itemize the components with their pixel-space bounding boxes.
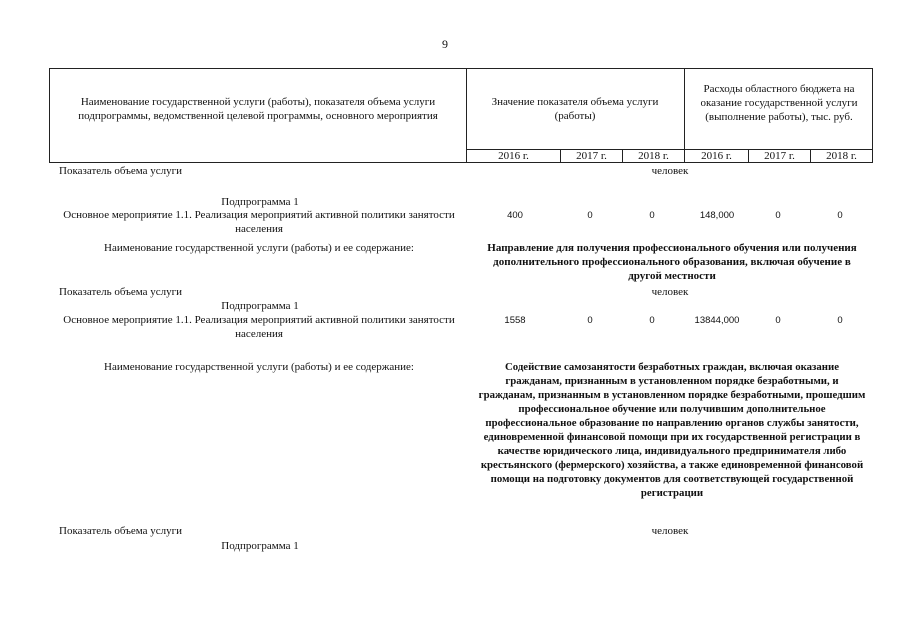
value-2016-expenses: 13844,000 — [694, 315, 740, 326]
year-2018-expenses: 2018 г. — [826, 150, 857, 162]
service-description: Содействие самозанятости безработных граждан, включая оказание гражданам, признанным в установленном порядке безработными, и гражданам, признанным в установленном порядке безработными, прошедшим профессиональное обучение или получившим дополнительное профессиональное образование по направлению органов службы занятости, единовременной финансовой помощи при их государственной регистрации в качестве юридического лица, индивидуального предпринимателя либо крестьянского (фермерского) хозяйства, а также единовременной финансовой помощи на подготовку документов для соответствующей государственной регистрации — [478, 361, 866, 499]
value-2017-expenses: 0 — [775, 315, 781, 326]
page-number: 9 — [442, 37, 448, 51]
indicator-label: Показатель объема услуги — [59, 525, 183, 537]
indicator-label: Показатель объема услуги — [59, 165, 183, 177]
value-2017-expenses: 0 — [775, 210, 781, 221]
value-2018-volume: 0 — [649, 210, 655, 221]
measure-label: Основное мероприятие 1.1. Реализация мероприятий активной политики занятости населения — [63, 314, 455, 340]
subprogram-label: Подпрограмма 1 — [221, 540, 299, 552]
value-2018-expenses: 0 — [837, 315, 843, 326]
year-2017-expenses: 2017 г. — [764, 150, 795, 162]
value-2016-volume: 1558 — [504, 315, 526, 326]
service-label: Наименование государственной услуги (работы) и ее содержание: — [104, 361, 414, 373]
value-2018-expenses: 0 — [837, 210, 843, 221]
subprogram-label: Подпрограмма 1 — [221, 300, 299, 312]
header-col-name: Наименование государственной услуги (работы), показателя объема услуги подпрограммы, ведомственной целевой программы, основного мероприятия — [78, 96, 438, 122]
value-2017-volume: 0 — [587, 210, 593, 221]
header-col-volume: Значение показателя объема услуги (работы) — [491, 96, 659, 122]
indicator-label: Показатель объема услуги — [59, 286, 183, 298]
year-2016-expenses: 2016 г. — [701, 150, 732, 162]
value-2016-expenses: 148,000 — [699, 210, 735, 221]
unit-label: человек — [651, 525, 689, 537]
year-2016-volume: 2016 г. — [498, 150, 529, 162]
value-2017-volume: 0 — [587, 315, 593, 326]
unit-label: человек — [651, 286, 689, 298]
value-2018-volume: 0 — [649, 315, 655, 326]
measure-label: Основное мероприятие 1.1. Реализация мероприятий активной политики занятости населения — [63, 209, 455, 235]
year-2018-volume: 2018 г. — [638, 150, 669, 162]
subprogram-label: Подпрограмма 1 — [221, 196, 299, 208]
service-description: Направление для получения профессионального обучения или получения дополнительного профессионального образования, включая обучение в другой местности — [487, 242, 857, 282]
year-2017-volume: 2017 г. — [576, 150, 607, 162]
value-2016-volume: 400 — [507, 210, 523, 221]
header-col-expenses: Расходы областного бюджета на оказание государственной услуги (выполнение работы), тыс. руб. — [700, 83, 858, 123]
unit-label: человек — [651, 165, 689, 177]
service-label: Наименование государственной услуги (работы) и ее содержание: — [104, 242, 414, 254]
